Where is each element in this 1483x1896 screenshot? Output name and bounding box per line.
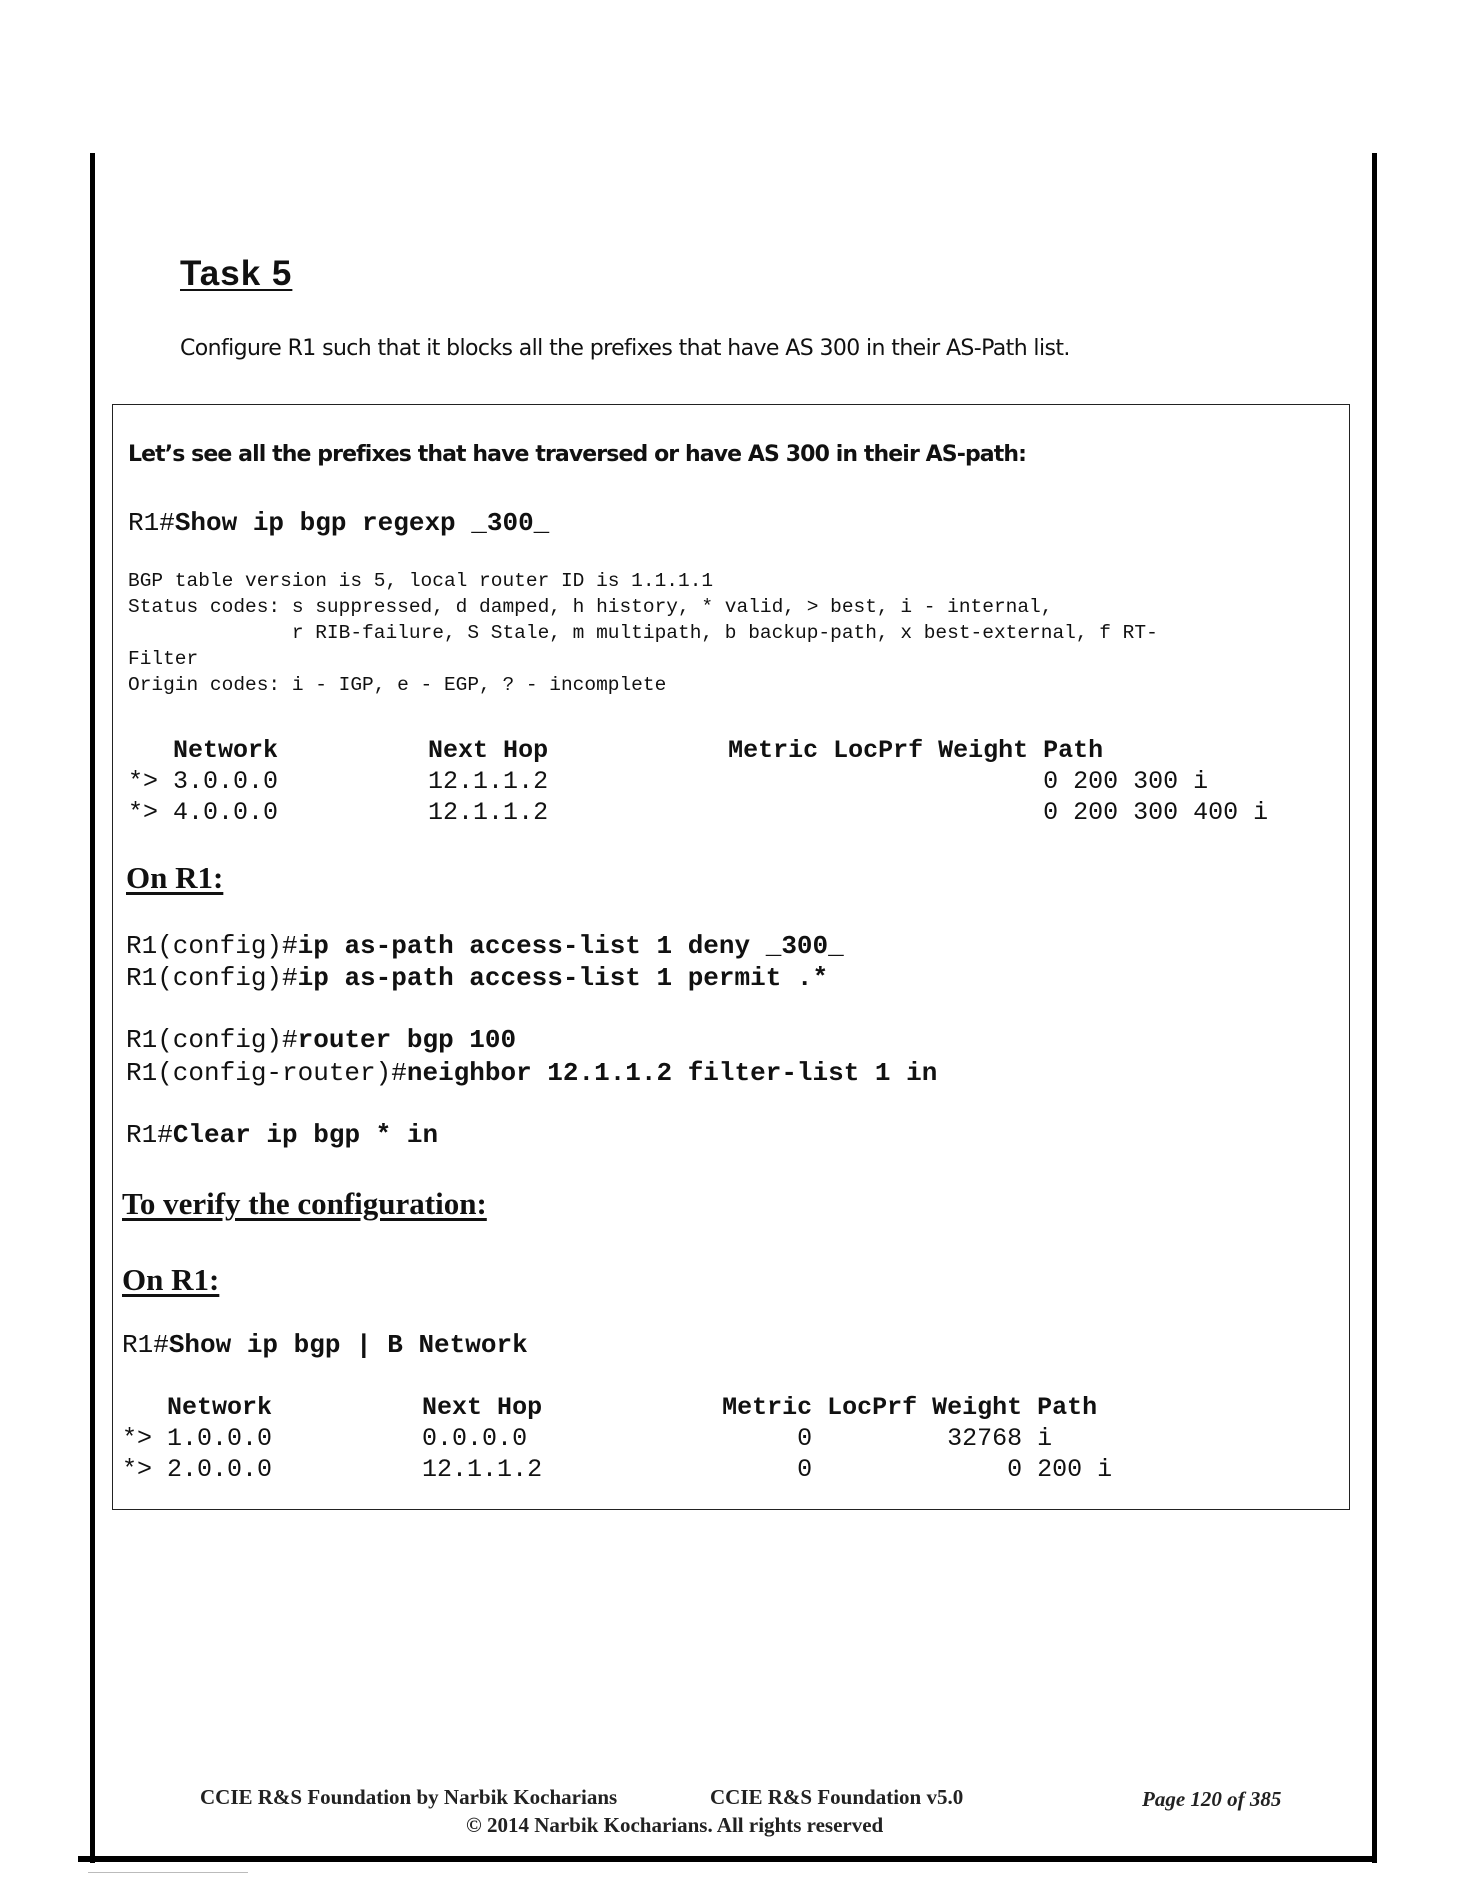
config-line xyxy=(126,931,844,961)
page-frame-left-border xyxy=(90,153,95,1863)
command: ip as-path access-list 1 deny _300_ xyxy=(297,931,844,961)
prompt: R1# xyxy=(126,1120,173,1150)
scan-artifact xyxy=(88,1872,248,1873)
command: neighbor 12.1.1.2 filter-list 1 in xyxy=(406,1058,938,1088)
on-r1-heading: On R1: xyxy=(126,860,224,895)
table-row: *> 4.0.0.0 12.1.1.2 0 200 300 400 i xyxy=(128,798,1269,827)
table-row: *> 1.0.0.0 0.0.0.0 0 32768 i xyxy=(122,1424,1053,1453)
prompt: R1(config)# xyxy=(126,1025,298,1055)
task-title: Task 5 xyxy=(180,254,293,293)
command: router bgp 100 xyxy=(297,1025,517,1055)
table-header: Network Next Hop Metric LocPrf Weight Path xyxy=(122,1393,1098,1422)
footer-page-number: Page 120 of 385 xyxy=(1142,1787,1282,1811)
table-row: *> 3.0.0.0 12.1.1.2 0 200 300 i xyxy=(128,767,1209,796)
config-line xyxy=(126,963,828,993)
output-line: Status codes: s suppressed, d damped, h history, * valid, > best, i - internal, xyxy=(128,596,1053,618)
config-line xyxy=(126,1120,438,1150)
output-line: Filter xyxy=(128,648,199,670)
bgp-table-2 xyxy=(122,1392,1112,1485)
table-row: *> 2.0.0.0 12.1.1.2 0 0 200 i xyxy=(122,1455,1113,1484)
solution-lead-text: Let’s see all the prefixes that have traversed or have AS 300 in their AS-path: xyxy=(128,442,1027,467)
output-line: r RIB-failure, S Stale, m multipath, b backup-path, x best-external, f RT- xyxy=(128,622,1158,644)
prompt: R1# xyxy=(122,1330,169,1360)
footer-edition: CCIE R&S Foundation v5.0 xyxy=(710,1785,964,1809)
show-regexp-command xyxy=(128,508,549,538)
page-frame-right-border xyxy=(1372,153,1377,1863)
output-line: Origin codes: i - IGP, e - EGP, ? - incomplete xyxy=(128,674,667,696)
on-r1-heading: On R1: xyxy=(122,1262,220,1297)
output-line: BGP table version is 5, local router ID is 1.1.1.1 xyxy=(128,570,714,592)
show-bgp-command xyxy=(122,1330,528,1360)
config-line xyxy=(126,1058,937,1088)
prompt: R1(config-router)# xyxy=(126,1058,407,1088)
page-frame-bottom-border xyxy=(78,1856,1377,1862)
prompt: R1(config)# xyxy=(126,963,298,993)
task-description: Configure R1 such that it blocks all the prefixes that have AS 300 in their AS-Path list. xyxy=(180,336,1070,361)
bgp-table-1 xyxy=(128,735,1268,828)
command: ip as-path access-list 1 permit .* xyxy=(297,963,829,993)
table-header: Network Next Hop Metric LocPrf Weight Path xyxy=(128,736,1104,765)
verify-heading: To verify the configuration: xyxy=(122,1186,487,1221)
config-line xyxy=(126,1025,516,1055)
footer-copyright: © 2014 Narbik Kocharians. All rights reserved xyxy=(466,1813,884,1837)
footer-author: CCIE R&S Foundation by Narbik Kocharians xyxy=(200,1785,618,1809)
command: Clear ip bgp * in xyxy=(172,1120,439,1150)
command: Show ip bgp | B Network xyxy=(168,1330,528,1360)
prompt: R1# xyxy=(128,508,175,538)
prompt: R1(config)# xyxy=(126,931,298,961)
command: Show ip bgp regexp _300_ xyxy=(174,508,550,538)
bgp-header-output xyxy=(128,568,1158,698)
